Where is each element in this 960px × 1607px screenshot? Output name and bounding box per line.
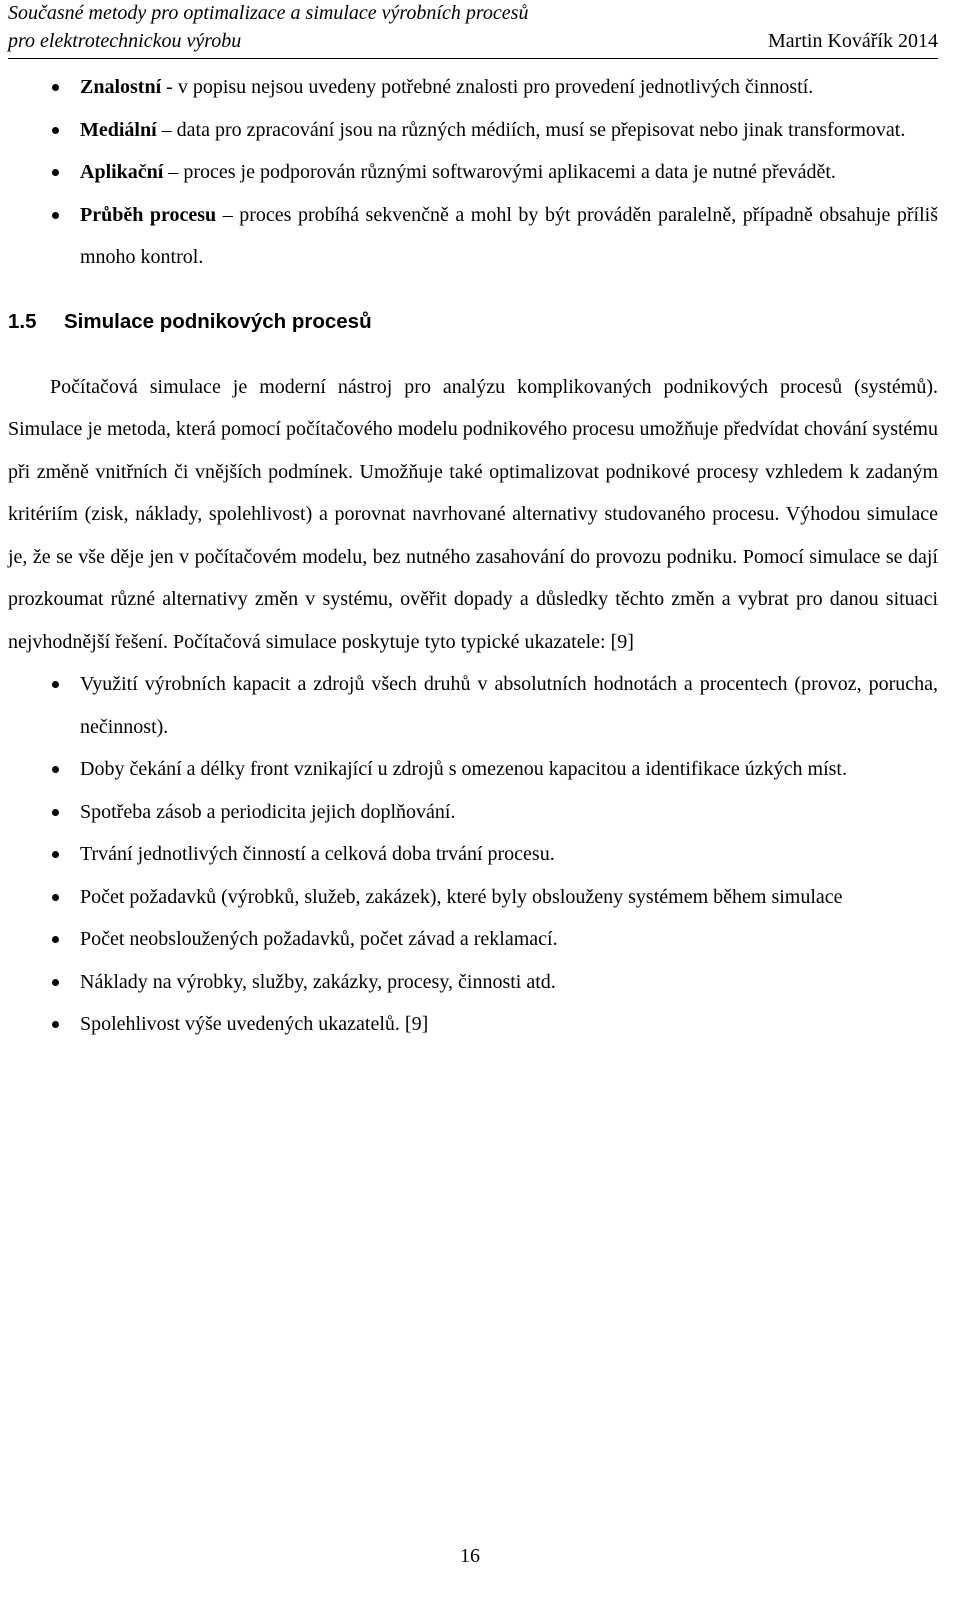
bullet-icon	[52, 766, 59, 773]
list-item	[8, 151, 938, 194]
list-item-term: Aplikační	[80, 161, 164, 183]
intro-list	[8, 66, 938, 279]
page-header	[8, 0, 938, 59]
header-author: Martin Kovářík 2014	[768, 30, 938, 52]
list-item-term: Znalostní	[80, 76, 162, 98]
header-title: Současné metody pro optimalizace a simulace výrobních procesů	[8, 2, 529, 24]
list-item	[8, 109, 938, 152]
bullet-icon	[52, 936, 59, 943]
header-subtitle: pro elektrotechnickou výrobu	[8, 30, 242, 52]
list-item-text: Trvání jednotlivých činností a celková doba trvání procesu.	[80, 843, 555, 865]
list-item	[8, 833, 938, 876]
list-item	[8, 66, 938, 109]
page-number: 16	[460, 1545, 480, 1567]
list-item	[8, 663, 938, 748]
bullet-icon	[52, 851, 59, 858]
list-item-text: – proces je podporován různými softwarovými aplikacemi a data je nutné převádět.	[163, 161, 836, 183]
list-item	[8, 918, 938, 961]
bullet-icon	[52, 1021, 59, 1028]
section-title: Simulace podnikových procesů	[64, 309, 372, 333]
list-item-text: – proces probíhá sekvenčně a mohl by být prováděn paralelně, případně obsahuje příliš mnoho kontrol.	[80, 203, 938, 268]
bullet-icon	[52, 979, 59, 986]
list-item-text: Počet požadavků (výrobků, služeb, zakázek), které byly obslouženy systémem během simulace	[80, 885, 843, 908]
page-content	[8, 66, 938, 1046]
list-item-text: Spotřeba zásob a periodicita jejich doplňování.	[80, 800, 456, 823]
indicator-list	[8, 663, 938, 1046]
list-item	[8, 194, 938, 279]
list-item	[8, 791, 938, 834]
list-item-text: – data pro zpracování jsou na různých médiích, musí se přepisovat nebo jinak transformovat.	[156, 118, 906, 141]
bullet-icon	[52, 127, 59, 134]
bullet-icon	[52, 894, 59, 901]
list-item-text: Počet neobsloužených požadavků, počet závad a reklamací.	[80, 928, 558, 950]
list-item	[8, 748, 938, 791]
list-item-text: Náklady na výrobky, služby, zakázky, procesy, činnosti atd.	[80, 970, 556, 993]
bullet-icon	[52, 169, 59, 176]
list-item-term: Průběh procesu	[80, 203, 217, 226]
list-item-text: - v popisu nejsou uvedeny potřebné znalosti pro provedení jednotlivých činností.	[161, 76, 814, 98]
list-item-term: Mediální	[80, 118, 157, 141]
list-item-text: Využití výrobních kapacit a zdrojů všech druhů v absolutních hodnotách a procentech (provoz, porucha, nečinnost).	[80, 673, 938, 738]
bullet-icon	[52, 809, 59, 816]
list-item	[8, 876, 938, 919]
bullet-icon	[52, 212, 59, 219]
list-item	[8, 1003, 938, 1046]
section-number: 1.5	[8, 309, 37, 333]
section-heading	[8, 307, 938, 337]
bullet-icon	[52, 681, 59, 688]
list-item-text: Doby čekání a délky front vznikající u zdrojů s omezenou kapacitou a identifikace úzkých míst.	[80, 758, 847, 780]
bullet-icon	[52, 84, 59, 91]
body-paragraph: Počítačová simulace je moderní nástroj pro analýzu komplikovaných podnikových procesů (systémů). Simulace je metoda, která pomocí počítačového modelu podnikového procesu umožňuje předvídat chování systému při změně vnitřních či vnějších podmínek. Umožňuje také optimalizovat podnikové procesy vzhledem k zadaným kritériím (zisk, náklady, spolehlivost) a porovnat navrhované alternativy studovaného procesu. Výhodou simulace je, že se vše děje jen v počítačovém modelu, bez nutného zasahování do provozu podniku. Pomocí simulace se dají prozkoumat různé alternativy změn v systému, ověřit dopady a důsledky těchto změn a vybrat pro danou situaci nejvhodnější řešení. Počítačová simulace poskytuje tyto typické ukazatele: [9]	[8, 375, 938, 653]
list-item-text: Spolehlivost výše uvedených ukazatelů. [9]	[80, 1013, 429, 1035]
list-item	[8, 961, 938, 1004]
